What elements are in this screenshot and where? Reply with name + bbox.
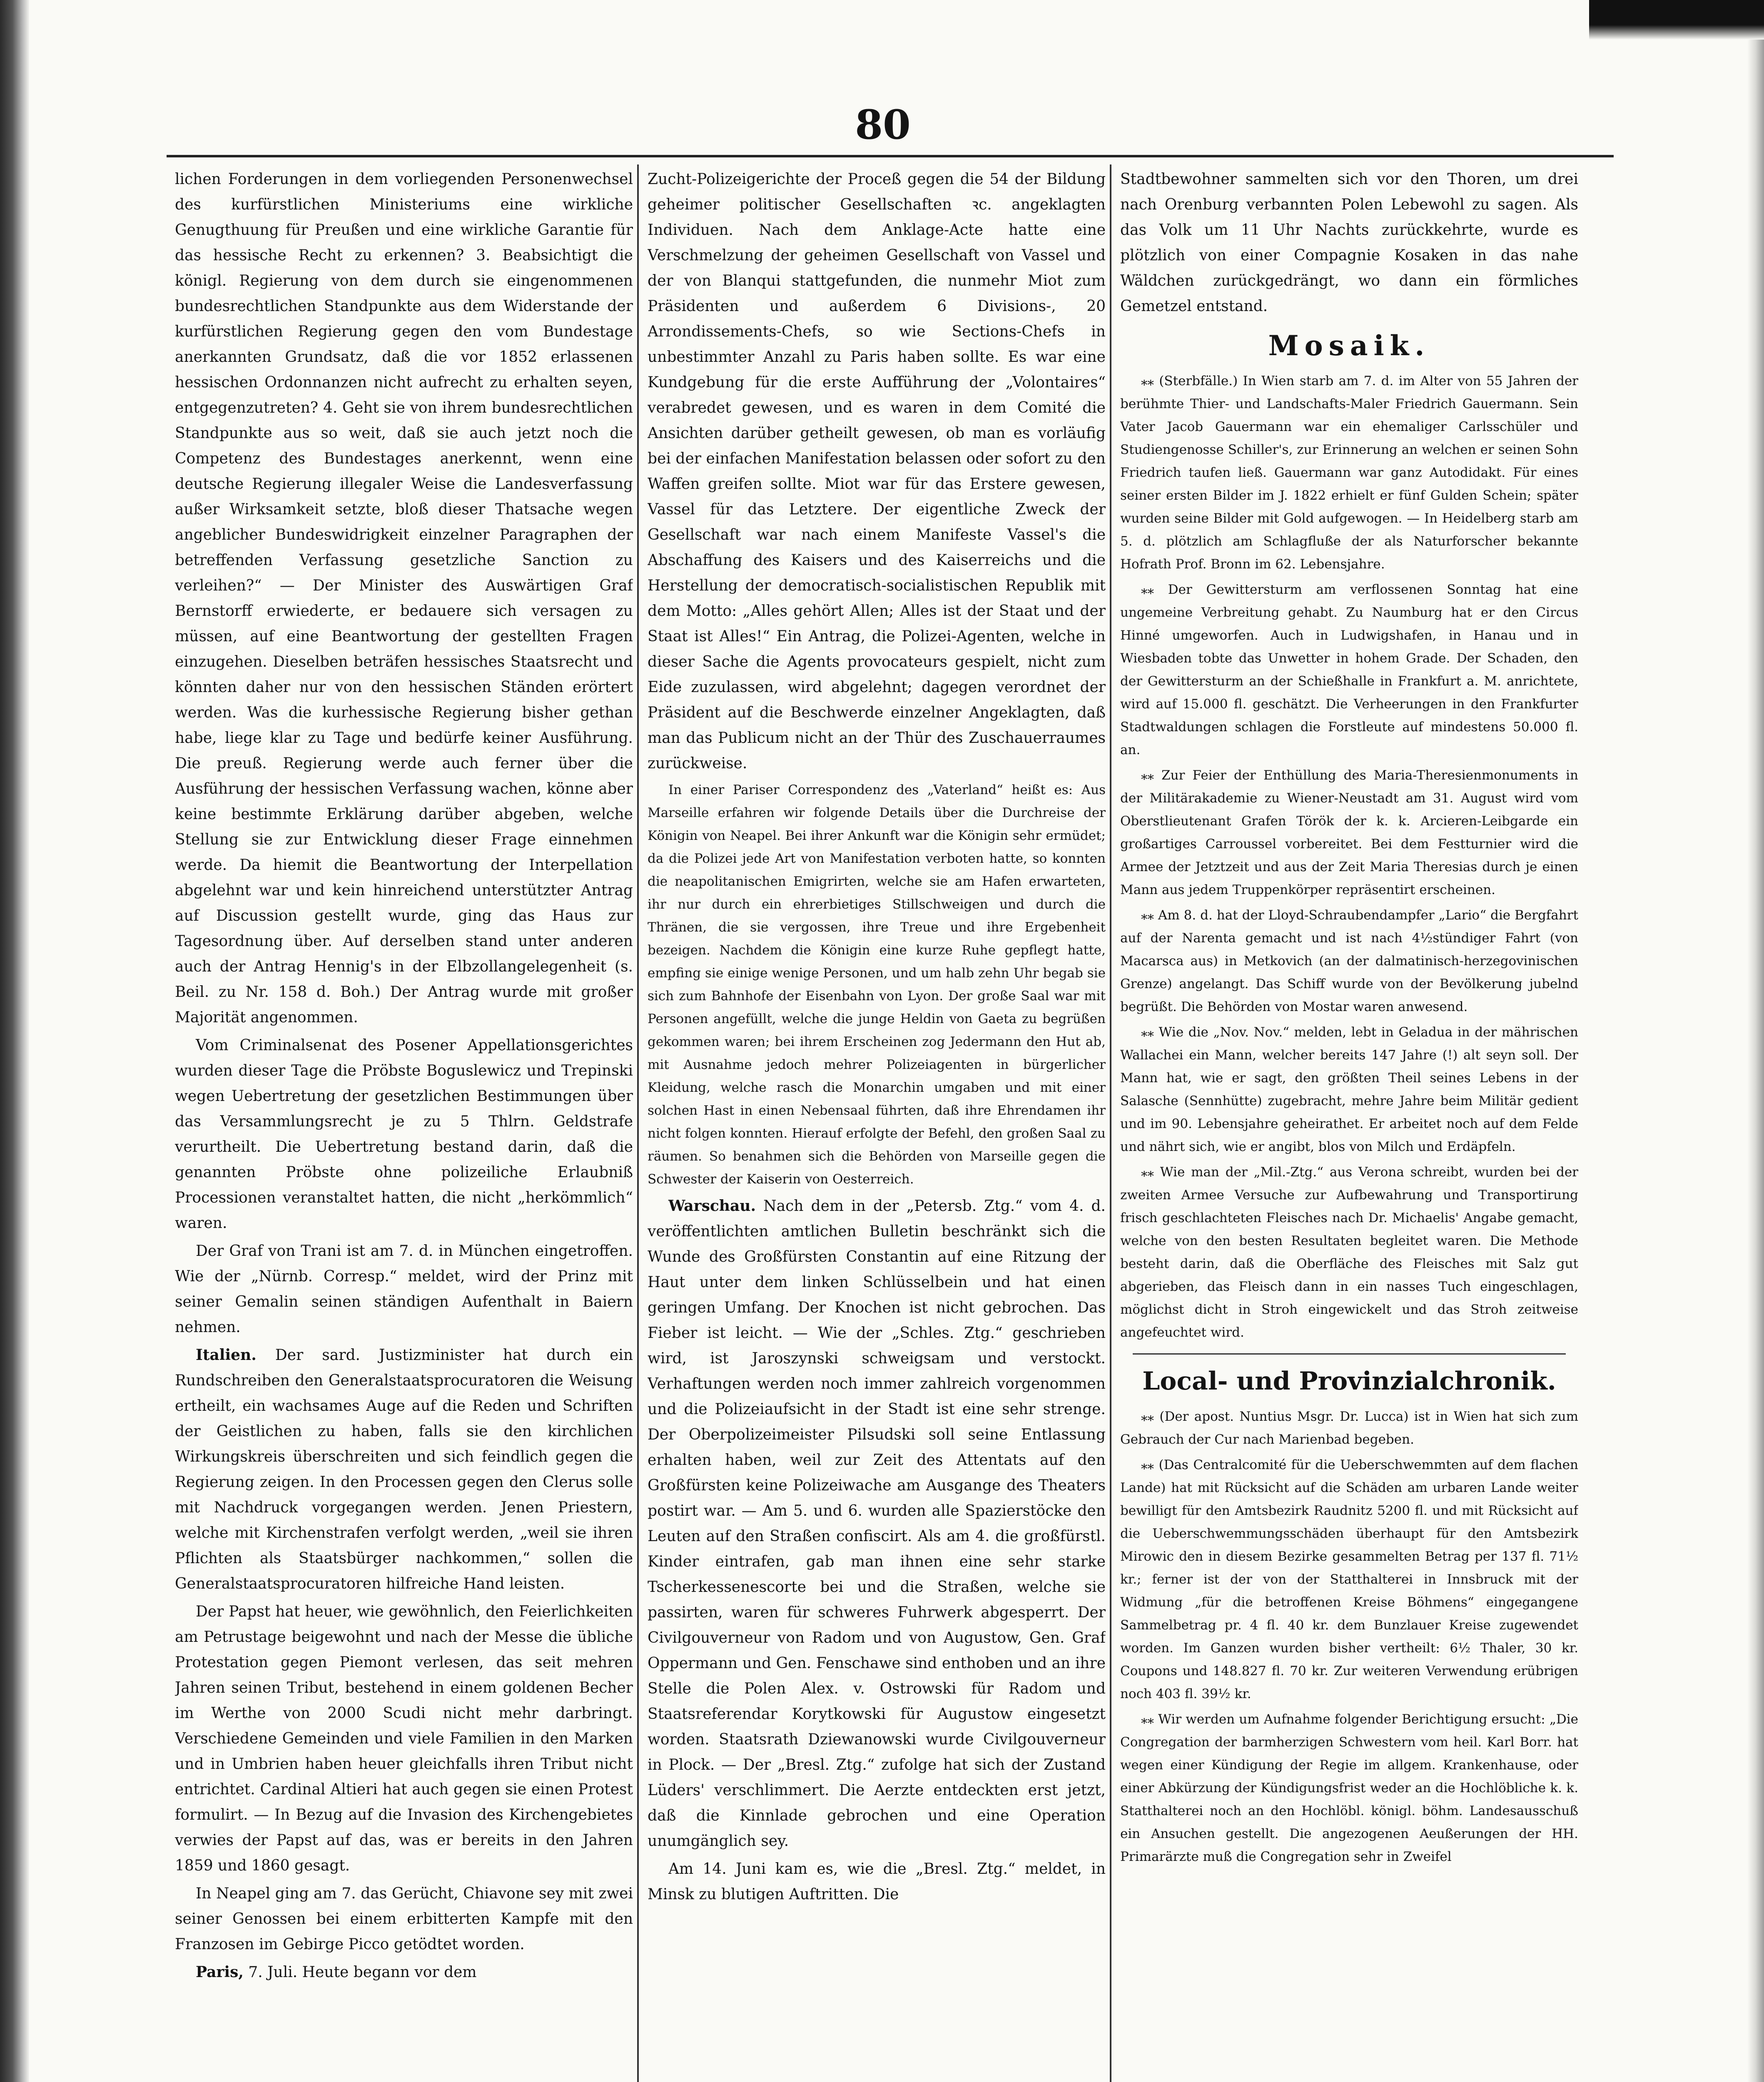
article-paragraph: [648, 167, 1106, 776]
paragraph-text: Vom Criminalsenat des Posener Appellationsgerichtes wurden dieser Tage die Pröbste Boguslewicz und Trepinski wegen Uebertretung der gesetzlichen Bestimmungen über das Versammlungsrecht je zu 5 Thlrn. Geldstrafe verurtheilt. Die Uebertretung bestand darin, daß die genannten Pröbste ohne polizeiliche Erlaubniß Processionen veranstaltet hatten, die nicht „herkömmlich“ waren.: [175, 1037, 633, 1232]
mosaik-section: [1120, 370, 1578, 1344]
article-paragraph: [1120, 904, 1578, 1019]
column-divider-2: [1110, 164, 1111, 2082]
article-paragraph: [1120, 764, 1578, 902]
header-rule: [167, 155, 1614, 157]
paragraph-text: Der Graf von Trani ist am 7. d. in München eingetroffen. Wie der „Nürnb. Corresp.“ meldet, wird der Prinz mit seiner Gemalin seinen ständigen Aufenthalt in Baiern nehmen.: [175, 1243, 633, 1336]
article-paragraph: [175, 1960, 633, 1985]
column-1: [175, 167, 633, 2082]
chronik-heading: Local- und Provinzialchronik.: [1142, 1367, 1556, 1396]
article-paragraph: [175, 1599, 633, 1878]
paragraph-text: ⁎⁎ Wir werden um Aufnahme folgender Berichtigung ersucht: „Die Congregation der barmherzigen Schwestern vom heil. Karl Borr. hat wegen einer Kündigung der Regie im allgem. Krankenhause, oder einer Abkürzung der Kündigungsfrist weder an die Hochlöbliche k. k. Statthalterei noch an den Hochlöbl. königl. böhm. Landesausschuß ein Ansuchen gestellt. Die angezogenen Aeußerungen der HH. Primarärzte muß die Congregation sehr in Zweifel: [1120, 1712, 1578, 1864]
paragraph-text: ⁎⁎ (Sterbfälle.) In Wien starb am 7. d. im Alter von 55 Jahren der berühmte Thier- und Landschafts-Maler Friedrich Gauermann. Sein Vater Jacob Gauermann war ein ehemaliger Carlsschüler und Studiengenosse Schiller's, zur Erinnerung an welchen er seinen Sohn Friedrich taufen ließ. Gauermann war ganz Autodidakt. Für eines seiner ersten Bilder im J. 1822 erhielt er fünf Gulden Schein; später wurden seine Bilder mit Gold aufgewogen. — In Heidelberg starb am 5. d. plötzlich am Schlagfluße der als Naturforscher bekannte Hofrath Prof. Bronn im 62. Lebensjahre.: [1120, 374, 1578, 572]
scan-right-edge: [1747, 40, 1764, 2082]
scan-left-edge: [0, 0, 29, 2082]
paragraph-text: lichen Forderungen in dem vorliegenden Personenwechsel des kurfürstlichen Ministeriums eine wirkliche Genugthuung für Preußen und eine wirkliche Garantie für das hessische Recht zu erkennen? 3. Beabsichtigt die königl. Regierung von dem durch sie eingenommenen bundesrechtlichen Standpunkte aus dem Widerstande der kurfürstlichen Regierung gegen den vom Bundestage anerkannten Grundsatz, daß die vor 1852 erlassenen hessischen Ordonnanzen nicht aufrecht zu erhalten seyen, entgegenzutreten? 4. Geht sie von ihrem bundesrechtlichen Standpunkte aus so weit, daß sie auch jetzt noch die Competenz des Bundestages anerkennt, wenn eine deutsche Regierung illegaler Weise die Landesverfassung außer Wirksamkeit setzte, bloß dieser Thatsache wegen angeblicher Bundeswidrigkeit einzelner Paragraphen der betreffenden Verfassung gesetzliche Sanction zu verleihen?“ — Der Minister des Auswärtigen Graf Bernstorff erwiederte, er bedauere sich versagen zu müssen, auf eine Beantwortung der gestellten Fragen einzugehen. Dieselben beträfen hessisches Staatsrecht und könnten daher nur von den hessischen Ständen erörtert werden. Was die kurhessische Regierung bisher gethan habe, liege klar zu Tage und bedürfe keiner Ausführung. Die preuß. Regierung werde auch ferner über die Ausführung der hessischen Verfassung wachen, könne aber keine bestimmte Erklärung darüber abgeben, welche Stellung sie zur Entwicklung dieser Frage einnehmen werde. Da hiemit die Beantwortung der Interpellation abgelehnt war und kein hinreichend unterstützter Antrag auf Discussion gestellt wurde, ging das Haus zur Tagesordnung über. Auf derselben stand unter anderen auch der Antrag Hennig's in der Elbzollangelegenheit (s. Beil. zu Nr. 158 d. Boh.) Der Antrag wurde mit großer Majorität angenommen.: [175, 171, 633, 1026]
paragraph-text: Nach dem in der „Petersb. Ztg.“ vom 4. d. veröffentlichten amtlichen Bulletin beschränkt sich die Wunde des Großfürsten Constantin auf eine Ritzung der Haut unter dem linken Schlüsselbein und hat einen geringen Umfang. Der Knochen ist nicht gebrochen. Das Fieber ist leicht. — Wie der „Schles. Ztg.“ geschrieben wird, ist Jaroszynski schweigsam und verstockt. Verhaftungen werden noch immer zahlreich vorgenommen und die Polizeiaufsicht in der Stadt ist eine sehr strenge. Der Oberpolizeimeister Pilsudski soll seine Entlassung erhalten haben, weil zur Zeit des Attentats auf den Großfürsten keine Polizeiwache am Ausgange des Theaters postirt war. — Am 5. und 6. wurden alle Spazierstöcke den Leuten auf den Straßen confiscirt. Als am 4. die großfürstl. Kinder eintrafen, gab man ihnen eine sehr starke Tscherkessenescorte bei und die Straßen, welche sie passirten, waren für schweres Fuhrwerk abgesperrt. Der Civilgouverneur von Radom und von Augustow, Gen. Graf Oppermann und Gen. Fenschawe sind enthoben und an ihre Stelle die Polen Alex. v. Ostrowski für Radom und Staatsreferendar Korytkowski für Augustow eingesetzt worden. Staatsrath Dziewanowski wurde Civilgouverneur in Plock. — Der „Bresl. Ztg.“ zufolge hat sich der Zustand Lüders' verschlimmert. Die Aerzte entdeckten erst jetzt, daß die Kinnlade gebrochen und eine Operation unumgänglich sey.: [648, 1198, 1106, 1850]
paragraph-text: ⁎⁎ (Der apost. Nuntius Msgr. Dr. Lucca) ist in Wien hat sich zum Gebrauch der Cur nach Marienbad begeben.: [1120, 1409, 1578, 1447]
article-dateline: Warschau.: [668, 1197, 756, 1215]
article-paragraph: [1120, 1161, 1578, 1344]
scan-top-right-shadow: [1589, 0, 1764, 40]
paragraph-text: Am 14. Juni kam es, wie die „Bresl. Ztg.“ meldet, in Minsk zu blutigen Auftritten. Die: [648, 1860, 1106, 1903]
column-divider-1: [637, 164, 639, 2082]
paragraph-text: ⁎⁎ Der Gewittersturm am verflossenen Sonntag hat eine ungemeine Verbreitung gehabt. Zu Naumburg hat er den Circus Hinné umgeworfen. Auch in Ludwigshafen, in Hanau und in Wiesbaden tobte das Unwetter in hohem Grade. Der Schaden, den der Gewittersturm an der Schießhalle in Frankfurt a. M. anrichtete, wird auf 15.000 fl. geschätzt. Die Verheerungen in den Frankfurter Stadtwaldungen schlagen die Forstleute auf mindestens 50.000 fl. an.: [1120, 582, 1578, 757]
article-paragraph: [1120, 370, 1578, 576]
paragraph-text: ⁎⁎ Zur Feier der Enthüllung des Maria-Theresienmonuments in der Militärakademie zu Wiener-Neustadt am 31. August wird vom Oberstlieutenant Grafen Török der k. k. Arcieren-Leibgarde ein großartiges Carroussel vorbereitet. Bei dem Festturnier wird die Armee der Jetztzeit und aus der Zeit Maria Theresias durch je einen Mann aus jedem Truppenkörper repräsentirt erscheinen.: [1120, 768, 1578, 897]
paragraph-text: Zucht-Polizeigerichte der Proceß gegen die 54 der Bildung geheimer politischer Gesellschaften ꝛc. angeklagten Individuen. Nach dem Anklage-Acte hatte eine Verschmelzung der geheimen Gesellschaft von Vassel und der von Blanqui stattgefunden, die nunmehr Miot zum Präsidenten und außerdem 6 Divisions-, 20 Arrondissements-Chefs, so wie Sections-Chefs in unbestimmter Anzahl zu Paris haben sollte. Es war eine Kundgebung für die erste Aufführung der „Volontaires“ verabredet gewesen, und es waren in dem Comité die Ansichten darüber getheilt gewesen, ob man es vorläufig bei der einfachen Manifestation belassen oder sofort zu den Waffen greifen sollte. Miot war für das Erstere gewesen, Vassel für das Letztere. Der eigentliche Zweck der Gesellschaft war nach einem Manifeste Vassel's die Abschaffung des Kaisers und des Kaiserreichs und die Herstellung der democratisch-socialistischen Republik mit dem Motto: „Alles gehört Allen; Alles ist der Staat und der Staat ist Alles!“ Ein Antrag, die Polizei-Agenten, welche in dieser Sache die Agents provocateurs gespielt, nicht zum Eide zuzulassen, wird abgelehnt; dagegen verordnet der Präsident auf die Beschwerde einzelner Angeklagten, daß man das Publicum nicht an der Thür des Zuschauerraumes zurückweise.: [648, 171, 1106, 772]
page-number: 80: [855, 101, 911, 148]
column-2: [648, 167, 1106, 2082]
paragraph-text: 7. Juli. Heute begann vor dem: [243, 1964, 477, 1981]
chronik-section: [1120, 1405, 1578, 1868]
mosaik-heading: Mosaik.: [1268, 329, 1430, 362]
paragraph-text: In einer Pariser Correspondenz des „Vaterland“ heißt es: Aus Marseille erfahren wir folgende Details über die Durchreise der Königin von Neapel. Bei ihrer Ankunft war die Königin sehr ermüdet; da die Polizei jede Art von Manifestation verboten hatte, so konnten die neapolitanischen Emigrirten, welche sie am Hafen erwarteten, ihr nur durch ein ehrerbietiges Stillschweigen und durch die Thränen, die sie vergossen, ihre Treue und ihre Ergebenheit bezeigen. Nachdem die Königin eine kurze Ruhe gepflegt hatte, empfing sie einige wenige Personen, und um halb zehn Uhr begab sie sich zum Bahnhofe der Eisenbahn von Lyon. Der große Saal war mit Personen angefüllt, welche die junge Heldin von Gaeta zu begrüßen gekommen waren; bei ihrem Erscheinen zog Jedermann den Hut ab, mit Ausnahme jedoch mehrer Polizeiagenten in bürgerlicher Kleidung, welche rasch die Monarchin umgaben und mit einer solchen Hast in einen Nebensaal führten, daß ihre Ehrendamen ihr nicht folgen konnten. Hierauf erfolgte der Befehl, den großen Saal zu räumen. So benahmen sich die Behörden von Marseille gegen die Schwester der Kaiserin von Oesterreich.: [648, 782, 1106, 1187]
paragraph-text: Der sard. Justizminister hat durch ein Rundschreiben den Generalstaatsprocuratoren die Weisung ertheilt, ein wachsames Auge auf die Reden und Schriften der Geistlichen zu haben, falls sie den kirchlichen Wirkungskreis überschreiten und sich feindlich gegen die Regierung zeigen. In den Processen gegen den Clerus solle mit Nachdruck vorgegangen werden. Jenen Priestern, welche mit Kirchenstrafen verfolgt werden, „weil sie ihren Pflichten als Staatsbürger nachkommen,“ sollen die Generalstaatsprocuratoren hilfreiche Hand leisten.: [175, 1347, 633, 1592]
paragraph-text: ⁎⁎ Wie man der „Mil.-Ztg.“ aus Verona schreibt, wurden bei der zweiten Armee Versuche zur Aufbewahrung und Transportirung frisch geschlachteten Fleisches nach Dr. Michaelis' Angabe gemacht, welche von den besten Resultaten begleitet waren. Die Methode besteht darin, daß die Oberfläche des Fleisches mit Salz gut abgerieben, das Fleisch dann in ein nasses Tuch eingeschlagen, möglichst dicht in Stroh eingewickelt und das Stroh zeitweise angefeuchtet wird.: [1120, 1165, 1578, 1340]
section-divider: [1133, 1353, 1566, 1355]
article-paragraph: [648, 1193, 1106, 1854]
article-paragraph: [1120, 578, 1578, 762]
column-3-intro: Stadtbewohner sammelten sich vor den Thoren, um drei nach Orenburg verbannten Polen Lebewohl zu sagen. Als das Volk um 11 Uhr Nachts zurückkehrte, wurde es plötzlich von einer Compagnie Kosaken in das nahe Wäldchen zurückgedrängt, wo dann ein förmliches Gemetzel entstand.: [1120, 171, 1578, 315]
article-paragraph: [175, 167, 633, 1030]
paragraph-text: Der Papst hat heuer, wie gewöhnlich, den Feierlichkeiten am Petrustage beigewohnt und nach der Messe die übliche Protestation gegen Piemont verlesen, das seit mehren Jahren seinen Tribut, bestehend in einem goldenen Becher im Werthe von 2000 Scudi nicht mehr darbringt. Verschiedene Gemeinden und viele Familien in den Marken und in Umbrien haben heuer gleichfalls ihren Tribut nicht entrichtet. Cardinal Altieri hat auch gegen sie einen Protest formulirt. — In Bezug auf die Invasion des Kirchengebietes verwies der Papst auf das, was er bereits in den Jahren 1859 und 1860 gesagt.: [175, 1603, 633, 1874]
article-paragraph: [1120, 1405, 1578, 1451]
paragraph-text: ⁎⁎ (Das Centralcomité für die Ueberschwemmten auf dem flachen Lande) hat mit Rücksicht auf die Schäden am urbaren Lande weiter bewilligt für den Amtsbezirk Raudnitz 5200 fl. und mit Rücksicht auf die Ueberschwemmungsschäden überhaupt für den Amtsbezirk Mirowic den in diesem Bezirke gesammelten Betrag per 137 fl. 71½ kr.; ferner ist der von der Statthalterei in Innsbruck mit der Widmung „für die betroffenen Kreise Böhmens“ eingegangene Sammelbetrag pr. 4 fl. 40 kr. dem Bunzlauer Kreise zugewendet worden. Im Ganzen wurden bisher vertheilt: 6½ Thaler, 30 kr. Coupons und 148.827 fl. 70 kr. Zur weiteren Verwendung erübrigen noch 403 fl. 39½ kr.: [1120, 1457, 1578, 1701]
article-paragraph: [1120, 1021, 1578, 1158]
article-paragraph: [1120, 1708, 1578, 1868]
article-dateline: Paris,: [196, 1963, 244, 1981]
article-paragraph: [1120, 1454, 1578, 1706]
article-paragraph: [175, 1881, 633, 1957]
paragraph-text: ⁎⁎ Am 8. d. hat der Lloyd-Schraubendampfer „Lario“ die Bergfahrt auf der Narenta gemacht und ist nach 4½stündiger Fahrt (von Macarsca aus) in Metkovich (an der dalmatinisch-herzegovinischen Grenze) angelangt. Das Schiff wurde von der Bevölkerung jubelnd begrüßt. Die Behörden von Mostar waren anwesend.: [1120, 908, 1578, 1014]
paragraph-text: ⁎⁎ Wie die „Nov. Nov.“ melden, lebt in Geladua in der mährischen Wallachei ein Mann, welcher bereits 147 Jahre (!) alt seyn soll. Der Mann hat, wie er sagt, den größten Theil seines Lebens in der Salasche (Sennhütte) zugebracht, mehre Jahre beim Militär gedient und im 90. Lebensjahre geheirathet. Er arbeitet noch auf dem Felde und nährt sich, wie er angibt, blos von Milch und Erdäpfeln.: [1120, 1025, 1578, 1154]
article-paragraph: [175, 1033, 633, 1236]
article-dateline: Italien.: [196, 1346, 257, 1364]
article-paragraph: [175, 1238, 633, 1340]
article-paragraph: [175, 1342, 633, 1596]
column-3: [1120, 167, 1578, 2082]
paragraph-text: In Neapel ging am 7. das Gerücht, Chiavone sey mit zwei seiner Genossen bei einem erbitterten Kampfe mit den Franzosen im Gebirge Picco getödtet worden.: [175, 1885, 633, 1953]
article-paragraph: [648, 1856, 1106, 1907]
article-paragraph: [648, 779, 1106, 1191]
